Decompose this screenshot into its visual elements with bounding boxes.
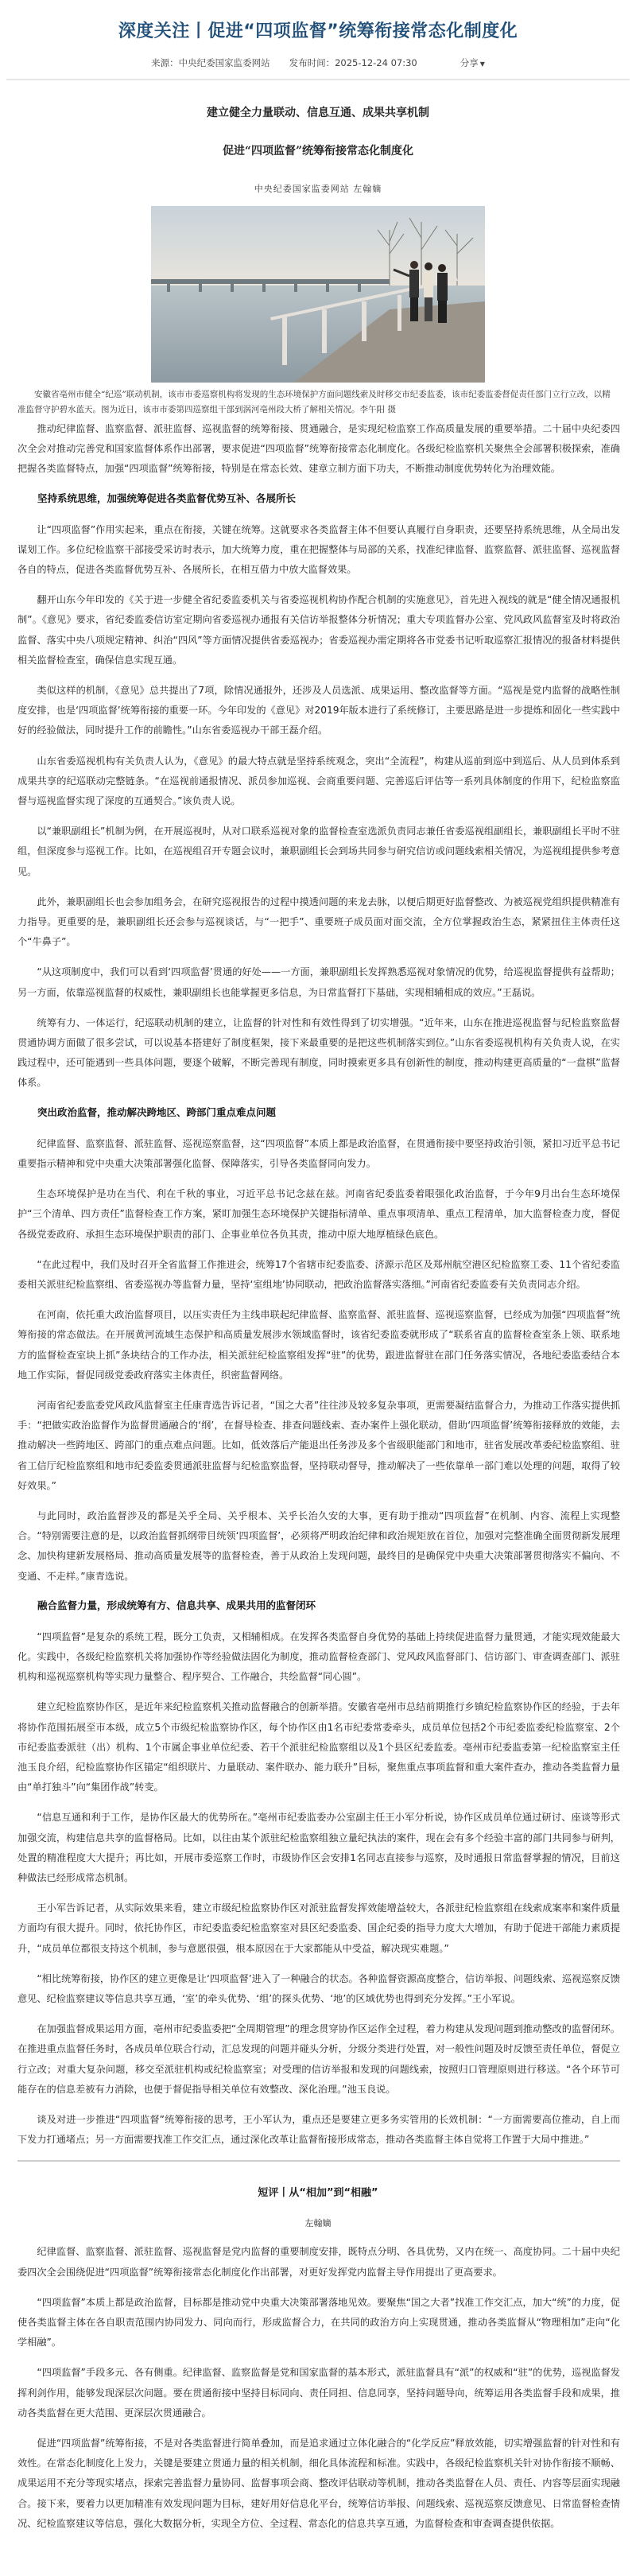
photo-caption: 安徽省亳州市健全“纪巡”联动机制，该市市委巡察机构将发现的生态环境保护方面问题线索及时移交市纪委监委，该市纪委监委督促责任部门立行立改，以精准监督守护碧水蓝天。图为近日，该市市委第四巡察组干部到涡河亳州段大桥了解相关情况。李午阳 摄 xyxy=(17,390,611,414)
paragraph: “相比统筹衔接，协作区的建立更像是让‘四项监督’进入了一种融合的状态。各种监督资源高度整合，信访举报、问题线索、巡视巡察反馈意见、纪检监察建议等信息共享互通，‘室’的牵头优势、‘组’的探头优势、‘地’的区域优势也得到充分发挥。”王小军说。 xyxy=(17,1972,620,2004)
paragraph: 翻开山东今年印发的《关于进一步健全省纪委监委机关与省委巡视机构协作配合机制的实施意见》，首先进入视线的就是“健全情况通报机制”。《意见》要求，省纪委监委信访室定期向省委巡视办通报有关信访举报整体分析情况；重大专项监督办公室、党风政风监督室及时将政治监督、落实中央八项规定精神、纠治“四风”等方面情况提供省委巡视办；省委巡视办需定期将各市党委书记听取巡察汇报情况的报备材料提供相关监督检查室，确保信息实现互通。 xyxy=(17,594,620,666)
review-paragraph: 促进“四项监督”统筹衔接，不是对各类监督进行简单叠加，而是追求通过立体化融合的“化学反应”释放效能，切实增强监督的针对性和有效性。在常态化制度化上发力，关键是要建立贯通力量的相关机制，细化具体流程和标准。实践中，各级纪检监察机关针对协作衔接不顺畅、成果运用不充分等现实堵点，探索完善监督力量协同、监督事项会商、整改评估联动等机制，推动各类监督在人员、责任、内容等层面实现融合。接下来，要着力以更加精准有效发现问题为目标，建好用好信息化平台，统筹信访举报、问题线索、巡视巡察反馈意见、日常监督检查情况、纪检监察建议等信息，强化大数据分析，实现全方位、全过程、常态化的信息共享互通，为监督检查和审查调查提供依据。 xyxy=(17,2438,620,2529)
subtitle-2: 促进“四项监督”统筹衔接常态化制度化 xyxy=(222,145,414,157)
review-body xyxy=(0,2242,636,2534)
review-author: 左翰嫡 xyxy=(304,2218,332,2229)
share-button[interactable] xyxy=(460,56,485,69)
subtitle-1: 建立健全力量联动、信息互通、成果共享机制 xyxy=(207,107,429,119)
paragraph: 让“四项监督”作用实起来，重点在衔接，关键在统筹。这就要求各类监督主体不但要认真履行自身职责，还要坚持系统思维，从全局出发谋划工作。多位纪检监察干部接受采访时表示，加大统筹力度，重在把握整体与局部的关系，找准纪律监督、监察监督、派驻监督、巡视监督各自的特点，促进各类监督优势互补、各展所长，在相互借力中放大监督效果。 xyxy=(17,523,620,576)
review-paragraph: “四项监督”手段多元、各有侧重。纪律监督、监察监督是党和国家监督的基本形式，派驻监督具有“派”的权威和“驻”的优势，巡视监督发挥利剑作用，能够发现深层次问题。要在贯通衔接中坚持目标同向、责任同担、信息同享，坚持问题导向，统筹运用各类监督手段和成果，推动各类监督在更大范围、更深层次贯通融合。 xyxy=(17,2367,620,2419)
author-byline: 中央纪委国家监委网站 左翰嫡 xyxy=(254,184,382,194)
header-divider xyxy=(6,79,630,80)
section-heading: 突出政治监督，推动解决跨地区、跨部门重点难点问题 xyxy=(37,1105,277,1118)
paragraph: “信息互通和利于工作，是协作区最大的优势所在。”亳州市纪委监委办公室副主任王小军分析说，协作区成员单位通过研讨、座谈等形式加强交流，构建信息共享的监督格局。比如，以往由某个派驻纪检监察组独立量纪执法的案件，现在会有多个经验丰富的部门共同参与研判，处置的精准程度大大提升；再比如，开展市委巡察工作时，市级协作区会安排1名同志直接参与巡察，及时通报日常监督掌握的情况，目前这种做法已经形成常态机制。 xyxy=(17,1812,620,1883)
paragraph: 在河南，依托重大政治监督项目，以压实责任为主线串联起纪律监督、监察监督、派驻监督、巡视巡察监督，已经成为加强“四项监督”统筹衔接的常态做法。在开展黄河流域生态保护和高质量发展涉水领域监督时，该省纪委监委就形成了“联系省直的监督检查室条上领、联系地方的监督检查室块上抓”条块结合的工作办法，相关派驻纪检监察组发挥“驻”的优势，跟进监督驻在部门任务落实情况，各地纪委监委结合本地工作实际，督促同级党委政府落实主体责任，织密监督网络。 xyxy=(17,1309,620,1381)
paragraph: 在加强监督成果运用方面，亳州市纪委监委把“全周期管理”的理念贯穿协作区运作全过程，着力构建从发现问题到推动整改的监督闭环。在推进重点监督任务时，各成员单位联合行动，汇总发现的问题并碰头分析，分级分类进行处置，对一般性问题及时反馈至责任单位，督促立行立改；对重大复杂问题，移交至派驻机构或纪检监察室；对受理的信访举报和发现的问题线索，按照归口管理原则进行移送。“各个环节可能存在的信息差被有力消除，也便于督促指导相关单位有效整改、深化治理。”池玉良说。 xyxy=(17,2023,620,2095)
article-meta xyxy=(0,56,636,69)
paragraph: “四项监督”是复杂的系统工程，既分工负责，又相辅相成。在发挥各类监督自身优势的基础上持续促进监督力量贯通，才能实现效能最大化。实践中，各级纪检监察机关将加强协作等经验做法固化为制度，推动监督检查部门、党风政风监督部门、信访部门、审查调查部门、派驻机构和巡视巡察机构等实现力量整合、程序契合、工作融合，共绘监督“同心圆”。 xyxy=(17,1630,620,1683)
paragraph: “在此过程中，我们及时召开全省监督工作推进会，统筹17个省辖市纪委监委、济源示范区及郑州航空港区纪检监察工委、11个省纪委监委相关派驻纪检监察组、省委巡视办等监督力量，坚持‘室组地’协同联动，把政治监督落实落细。”河南省纪委监委有关负责同志介绍。 xyxy=(17,1258,620,1290)
publish-time: 发布时间：2025-12-24 07:30 xyxy=(289,57,417,68)
review-title: 短评丨从“相加”到“相融” xyxy=(258,2187,378,2200)
paragraph: 统筹有力、一体运行，纪巡联动机制的建立，让监督的针对性和有效性得到了切实增强。“近年来，山东在推进巡视监督与纪检监察监督贯通协调方面做了很多尝试，可以说基本搭建好了制度框架，接下来最重要的是把这些机制落实到位。”山东省委巡视机构有关负责人说，在实践过程中，还可能遇到一些具体问题，要逐个破解，不断完善现有制度，同时摸索更多具有创新性的制度，推动构建更高质量的“一盘棋”监督体系。 xyxy=(17,1016,620,1089)
share-label: 分享 xyxy=(460,57,479,68)
paragraph: 河南省纪委监委党风政风监督室主任康青选告诉记者，“国之大者”往往涉及较多复杂事项，更需要凝结监督合力，为推动工作落实提供抓手：“把做实政治监督作为监督贯通融合的‘纲’，在督导检查、排查问题线索、查办案件上强化联动，借助‘四项监督’统筹衔接释放的效能，去推动解决一些跨地区、跨部门的重点难点问题。比如，低效落后产能退出任务涉及多个省级职能部门和地市，驻省发展改革委纪检监察组、驻省工信厅纪检监察组和地市纪委监委贯通派驻监督与纪检监察监督，坚持联动督导，推动解决了一些依靠单一部门难以处理的问题，取得了较好效果。” xyxy=(17,1399,620,1491)
section-heading: 融合监督力量，形成统筹有方、信息共享、成果共用的监督闭环 xyxy=(37,1599,316,1611)
paragraph: 王小军告诉记者，从实际效果来看，建立市级纪检监察协作区对派驻监督发挥效能增益较大，各派驻纪检监察组在线索成案率和案件质量方面均有很大提升。同时，依托协作区，市纪委监委纪检监察室对县区纪委监委、国企纪委的指导力度大大增加，有助于促进干部能力素质提升，“成员单位都很支持这个机制，参与意愿很强，根本原因在于大家都能从中受益，解决现实难题。” xyxy=(17,1902,620,1954)
paragraph: “从这项制度中，我们可以看到‘四项监督’贯通的好处——一方面，兼职副组长发挥熟悉巡视对象情况的优势，给巡视监督提供有益帮助；另一方面，依靠巡视监督的权威性，兼职副组长也能掌握更多信息，为日常监督打下基础，实现相辅相成的效应。”王磊说。 xyxy=(17,966,620,998)
section-heading: 坚持系统思维，加强统筹促进各类监督优势互补、各展所长 xyxy=(37,491,297,504)
paragraph: 与此同时，政治监督涉及的都是关乎全局、关乎根本、关乎长治久安的大事，更有助于推动“四项监督”在机制、内容、流程上实现整合。“特别需要注意的是，以政治监督抓纲带目统领‘四项监督’，必须将严明政治纪律和政治规矩放在首位，加强对完整准确全面贯彻新发展理念、加快构建新发展格局、推动高质量发展等的监督检查，善于从政治上发现问题，最终目的是确保党中央重大决策部署贯彻落实不偏向、不变通、不走样。”康青选说。 xyxy=(17,1509,620,1582)
section-divider xyxy=(17,2160,620,2162)
review-paragraph: 纪律监督、监察监督、派驻监督、巡视监督是党内监督的重要制度安排，既特点分明、各具优势，又内在统一、高度协同。二十届中央纪委四次全会围绕促进“四项监督”统筹衔接常态化制度化作出部署，对更好发挥党内监督主导作用提出了更高要求。 xyxy=(17,2246,620,2278)
paragraph: 谈及对进一步推进“四项监督”统筹衔接的思考，王小军认为，重点还是要建立更多务实管用的长效机制：“一方面需要高位推动，自上而下发力打通堵点；另一方面需要找准工作交汇点，通过深化改革让监督衔接形成常态，推动各类监督主体自觉将工作置于大局中推进。” xyxy=(17,2114,620,2146)
paragraph: 山东省委巡视机构有关负责人认为，《意见》的最大特点就是坚持系统观念，突出“全流程”，构建从巡前到巡中到巡后、从人员到体系到成果共享的纪巡联动完整链条。“在巡视前通报情况、派员参加巡视、会商重要问题、完善巡后评估等一系列具体制度的作用下，纪检监察监督与巡视监督实现了深度的互通契合。”该负责人说。 xyxy=(17,755,620,807)
paragraph: 生态环境保护是功在当代、利在千秋的事业，习近平总书记念兹在兹。河南省纪委监委着眼强化政治监督，于今年9月出台生态环境保护“三个清单、四方责任”监督检查工作方案，紧盯加强生态环境保护关键指标清单、重点事项清单、重点工程清单，加大监督检查力度，督促各级党委政府、承担生态环境保护职责的部门、企事业单位各负其责，推动中原大地厚植绿色底色。 xyxy=(17,1188,620,1240)
source-label: 来源：中央纪委国家监委网站 xyxy=(151,57,270,68)
review-paragraph: “四项监督”本质上都是政治监督，目标都是推动党中央重大决策部署落地见效。要聚焦“国之大者”找准工作交汇点，加大“统”的力度，促使各类监督主体在各自职责范围内协同发力、同向而行，形成监督合力，在共同的政治方向上实现贯通，推动各类监督从“物理相加”走向“化学相融”。 xyxy=(17,2296,620,2349)
article-body xyxy=(0,419,636,2150)
paragraph: 纪律监督、监察监督、派驻监督、巡视巡察监督，这“四项监督”本质上都是政治监督，在贯通衔接中要坚持政治引领，紧扣习近平总书记重要指示精神和党中央重大决策部署强化监督、保障落实，引导各类监督同向发力。 xyxy=(17,1137,620,1169)
paragraph: 以“兼职副组长”机制为例，在开展巡视时，从对口联系巡视对象的监督检查室选派负责同志兼任省委巡视组副组长，兼职副组长平时不驻组，但深度参与巡视工作。比如，在巡视组召开专题会议时，兼职副组长会到场共同参与研究信访或问题线索相关情况，为巡视组提供参考意见。 xyxy=(17,826,620,877)
page-title: 深度关注丨促进“四项监督”统筹衔接常态化制度化 xyxy=(118,21,518,41)
paragraph: 推动纪律监督、监察监督、派驻监督、巡视监督的统筹衔接、贯通融合，是实现纪检监察工作高质量发展的重要举措。二十届中央纪委四次全会对推动完善党和国家监督体系作出部署，要求促进“四项监督”统筹衔接常态化制度化。各级纪检监察机关聚焦全会部署积极探索，准确把握各类监督特点，加强“四项监督”统筹衔接，特别是在常态长效、建章立制方面下功夫，不断推动制度优势转化为治理效能。 xyxy=(17,423,620,475)
sky xyxy=(151,206,485,286)
article-photo xyxy=(151,206,485,383)
paragraph: 建立纪检监察协作区，是近年来纪检监察机关推动监督融合的创新举措。安徽省亳州市总结前期推行乡镇纪检监察协作区的经验，于去年将协作范围拓展至市本级，成立5个市级纪检监察协作区，每个协作区由1名市纪委常委牵头，成员单位包括2个市纪委监委纪检监察室、2个市纪委监委派驻（出）机构、1个市属企事业单位纪委、若干个派驻纪检监察组以及1个县区纪委监委。亳州市纪委监委第一纪检监察室主任池玉良介绍，纪检监察协作区锚定“组织联片、力量联动、案件联办、能力联升”目标，聚焦重点事项监督和重大案件查办，推动各类监督力量由“单打独斗”向“集团作战”转变。 xyxy=(17,1701,620,1793)
caret-down-icon: ▼ xyxy=(479,60,485,68)
paragraph: 类似这样的机制，《意见》总共提出了7项，除情况通报外，还涉及人员选派、成果运用、整改监督等方面。“巡视是党内监督的战略性制度安排，也是‘四项监督’统筹衔接的重要一环。今年印发的《意见》对2019年版本进行了系统修订，主要思路是进一步提炼和固化一些实践中好的经验做法，同时提升工作的前瞻性。”山东省委巡视办干部王磊介绍。 xyxy=(17,685,620,736)
paragraph: 此外，兼职副组长也会参加组务会，在研究巡视报告的过程中摸透问题的来龙去脉，以便后期更好监督整改、为被巡视党组织提供精准有力指导。更重要的是，兼职副组长还会参与巡视谈话，与“一把手”、重要班子成员面对面交流，全方位掌握政治生态，紧紧扭住主体责任这个“牛鼻子”。 xyxy=(17,896,620,948)
